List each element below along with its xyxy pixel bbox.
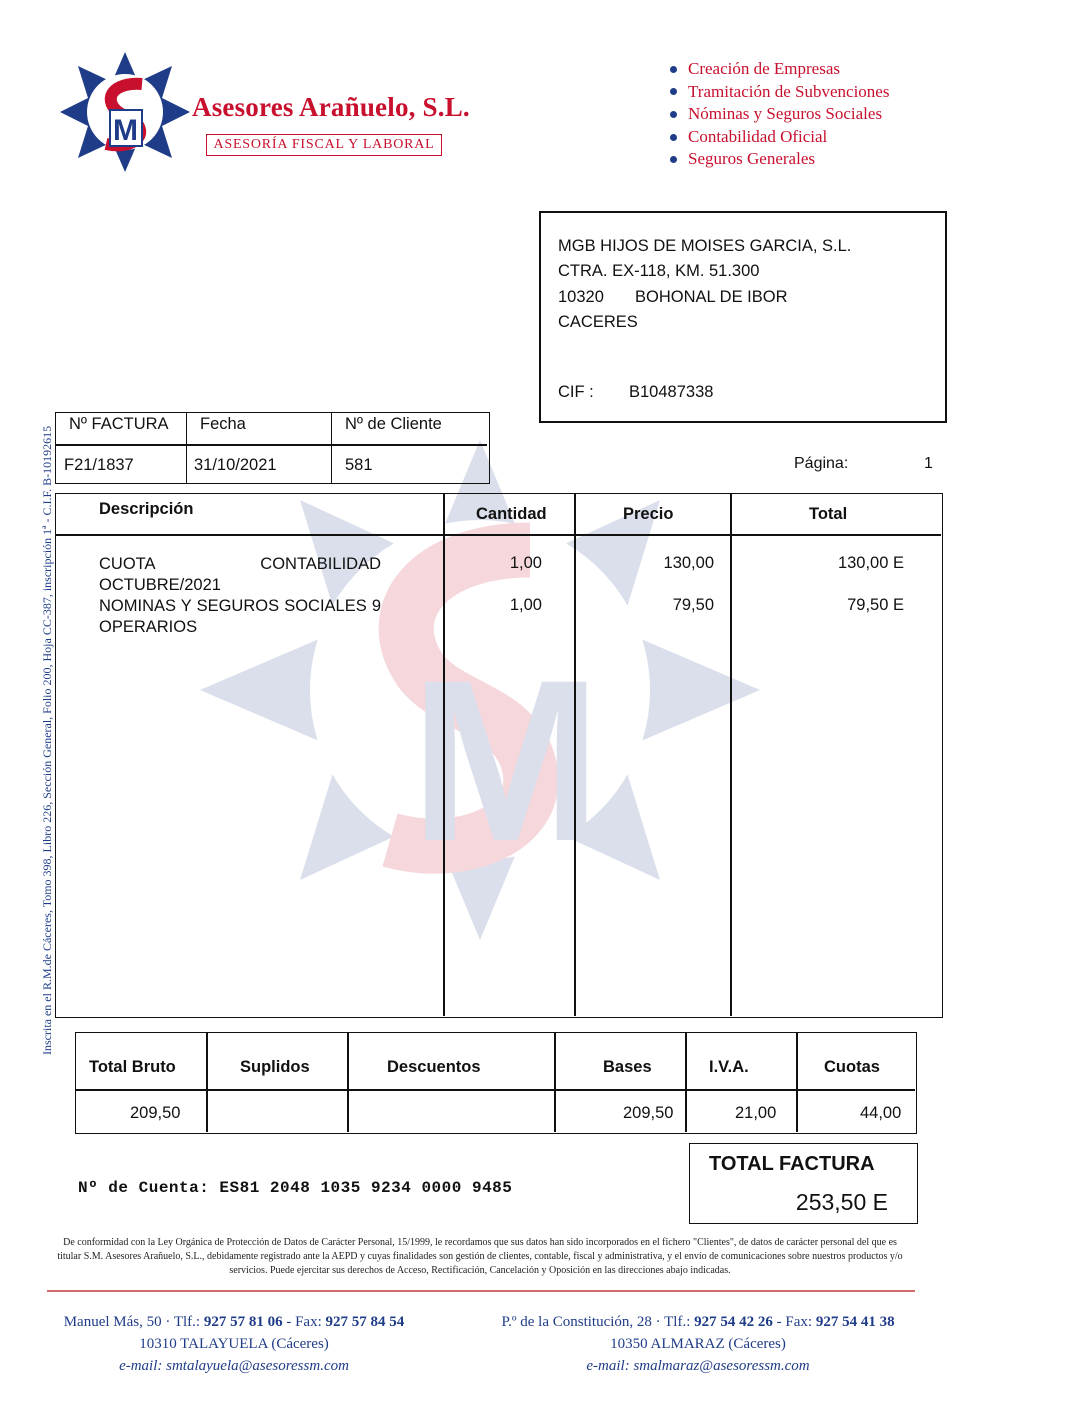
office-contact-line: Manuel Más, 50 · Tlf.: 927 57 81 06 - Fax: 927 57 84 54 [63,1314,405,1330]
services-list [670,58,889,171]
svg-text:M: M [113,114,138,147]
fees-value: 44,00 [860,1104,902,1122]
bullet-icon [670,111,677,118]
column-divider [796,1033,798,1132]
fees-header: Cuotas [824,1058,880,1076]
office-city: 10310 TALAYUELA (Cáceres) [139,1336,329,1352]
supplied-header: Suplidos [240,1058,310,1076]
quantity-header: Cantidad [476,505,547,523]
line-item-description: CUOTA CONTABILIDAD OCTUBRE/2021 [99,555,381,594]
office-city: 10350 ALMARAZ (Cáceres) [610,1336,786,1352]
company-logo [60,52,190,172]
total-invoice-label: TOTAL FACTURA [709,1153,875,1175]
page-label: Página: [794,455,849,472]
client-city: BOHONAL DE IBOR [635,288,788,306]
description-header: Descripción [99,500,194,518]
bases-value: 209,50 [623,1104,674,1122]
bases-header: Bases [603,1058,652,1076]
header-divider [76,1089,915,1091]
invoice-date: 31/10/2021 [194,456,277,474]
client-cif-label: CIF : [558,383,594,401]
gross-header: Total Bruto [89,1058,176,1076]
client-address: CTRA. EX-118, KM. 51.300 [558,262,760,280]
total-invoice-value: 253,50 E [795,1189,888,1215]
invoice-date-label: Fecha [200,415,246,433]
invoice-number-label: Nº FACTURA [69,415,169,433]
svg-text:M: M [410,632,602,889]
office-email: e-mail: smalmaraz@asesoressm.com [586,1358,810,1374]
column-divider [206,1033,208,1132]
registry-text: Inscrita en el R.M.de Cáceres, Tomo 398, Libro 226, Sección General, Folio 200, Hoja CC-387, inscripción 1ª - C.I.F. B-10192615 [40,425,54,1055]
line-item-quantity: 1,00 [509,596,542,614]
service-item: Tramitación de Subvenciones [670,81,889,104]
client-postal-code: 10320 [558,288,604,306]
company-tagline: ASESORÍA FISCAL Y LABORAL [213,137,435,152]
office-contact-line: P.º de la Constitución, 28 · Tlf.: 927 54 42 26 - Fax: 927 54 41 38 [501,1314,895,1330]
service-item: Seguros Generales [670,148,889,171]
client-name: MGB HIJOS DE MOISES GARCIA, S.L. [558,237,852,255]
column-divider [554,1033,556,1132]
vat-value: 21,00 [735,1104,777,1122]
client-cif: B10487338 [629,383,714,401]
office-email: e-mail: smtalayuela@asesoressm.com [119,1358,349,1374]
line-item-quantity: 1,00 [509,554,542,572]
bullet-icon [670,88,677,95]
column-divider [730,494,732,1016]
header-divider [56,444,487,446]
column-divider [347,1033,349,1132]
bullet-icon [670,66,677,73]
client-number-label: Nº de Cliente [345,415,442,433]
tagline-box [206,134,442,156]
discounts-header: Descuentos [387,1058,481,1076]
column-divider [443,494,445,1016]
office-talayuela [14,1311,454,1377]
totals-table [75,1032,917,1134]
bank-account: Nº de Cuenta: ES81 2048 1035 9234 0000 9485 [78,1179,513,1197]
bullet-icon [670,156,677,163]
line-item-description: NOMINAS Y SEGUROS SOCIALES 9 OPERARIOS [99,597,381,636]
line-item-total: 130,00 E [837,554,904,572]
page-number: 1 [924,455,933,472]
service-item: Creación de Empresas [670,58,889,81]
invoice-header-table [55,412,490,484]
header-divider [56,534,941,536]
line-items-table [55,493,943,1018]
vat-header: I.V.A. [709,1058,749,1076]
service-item: Nóminas y Seguros Sociales [670,103,889,126]
legal-notice: De conformidad con la Ley Orgánica de Protección de Datos de Carácter Personal, 15/1999, le recordamos que sus datos han sido incorporados en el fichero "Clientes", de datos de carácter personal del que es titular S.M. Asesores Arañuelo, S.L., debidamente registrado ante la AEPD y cuyas finalidades son gestión de clientes, contable, fiscal y administrativa, y el envío de comunicaciones sobre nuestros productos y/o servicios. Puede ejercitar sus derechos de Acceso, Rectificación, Cancelación y Oposición en las direcciones abajo indicadas. [57,1237,903,1276]
line-item-price: 79,50 [672,596,714,614]
line-item-price: 130,00 [663,554,714,572]
total-invoice-box [689,1143,918,1224]
column-divider [574,494,576,1016]
client-province: CACERES [558,313,638,331]
company-name: Asesores Arañuelo, S.L. [192,92,470,122]
service-item: Contabilidad Oficial [670,126,889,149]
line-item-total: 79,50 E [847,596,904,614]
gross-value: 209,50 [130,1104,181,1122]
column-divider [685,1033,687,1132]
total-header: Total [809,505,848,523]
office-almaraz [478,1311,918,1377]
client-number: 581 [345,456,373,474]
footer-divider [47,1290,915,1292]
price-header: Precio [623,505,674,523]
bullet-icon [670,134,677,141]
client-address-box [539,211,947,423]
invoice-number: F21/1837 [64,456,134,474]
